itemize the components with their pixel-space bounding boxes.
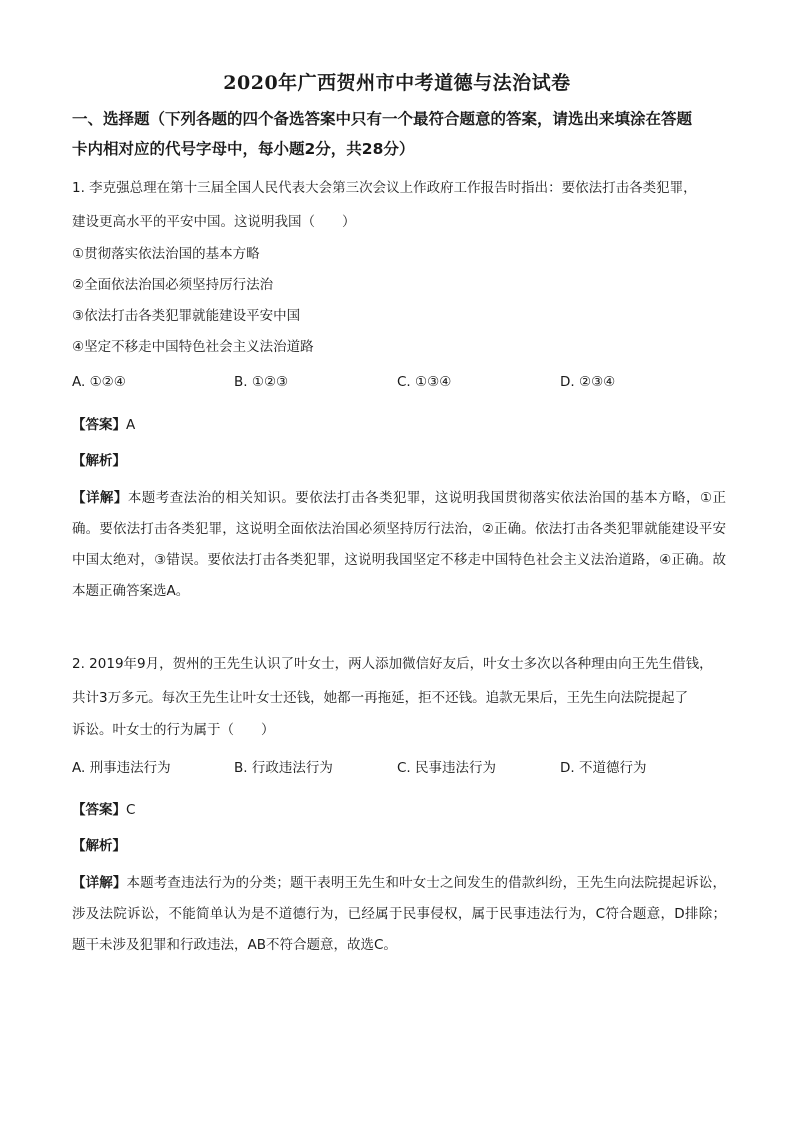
q2-answer [72, 800, 732, 820]
q2-stem-line2: 共计3万多元。每次王先生让叶女士还钱，她都一再拖延，拒不还钱。追款无果后，王先生向法院提起了 [72, 690, 689, 706]
q1-stem-line2: 建设更高水平的平安中国。这说明我国（ ） [72, 214, 356, 230]
q2-answer-tag: 【答案】 [72, 802, 126, 818]
q1-option-d: D. ②③④ [560, 374, 616, 390]
q1-detail [72, 483, 726, 607]
q1-answer-value: A [126, 417, 136, 433]
section-heading [72, 104, 732, 164]
page-title: 2020年广西贺州市中考道德与法治试卷 [223, 72, 571, 94]
q1-statement-3: ③依法打击各类犯罪就能建设平安中国 [72, 308, 301, 324]
q1-option-b: B. ①②③ [234, 374, 289, 390]
section-heading-line2: 卡内相对应的代号字母中，每小题2分，共28分） [72, 140, 415, 158]
q2-stem-line3: 诉讼。叶女士的行为属于（ ） [72, 722, 275, 738]
q2-option-a: A. 刑事违法行为 [72, 760, 171, 776]
q2-detail [72, 868, 726, 961]
q1-statement-1: ①贯彻落实依法治国的基本方略 [72, 246, 260, 262]
q2-option-b: B. 行政违法行为 [234, 760, 333, 776]
section-heading-line1: 一、选择题（下列各题的四个备选答案中只有一个最符合题意的答案，请选出来填涂在答题 [72, 110, 693, 128]
q1-option-a: A. ①②④ [72, 374, 126, 390]
q1-answer [72, 415, 732, 435]
q2-detail-text: 本题考查违法行为的分类；题干表明王先生和叶女士之间发生的借款纠纷，王先生向法院提起诉讼，涉及法院诉讼，不能简单认为是不道德行为，已经属于民事侵权，属于民事违法行为，C符合题意，D排除；题干未涉及犯罪和行政违法，AB不符合题意，故选C。 [72, 875, 727, 953]
q1-statement-2: ②全面依法治国必须坚持厉行法治 [72, 277, 274, 293]
q2-answer-value: C [126, 802, 136, 818]
q2-detail-tag: 【详解】 [72, 875, 127, 891]
q2-option-d: D. 不道德行为 [560, 760, 647, 776]
q1-stem-line1: 1. 李克强总理在第十三届全国人民代表大会第三次会议上作政府工作报告时指出：要依法打击各类犯罪， [72, 180, 697, 196]
q1-analysis-tag: 【解析】 [72, 453, 126, 469]
q1-detail-text: 本题考查法治的相关知识。要依法打击各类犯罪，这说明我国贯彻落实依法治国的基本方略，①正确。要依法打击各类犯罪，这说明全面依法治国必须坚持厉行法治，②正确。依法打击各类犯罪就能建设平安中国太绝对，③错误。要依法打击各类犯罪，这说明我国坚定不移走中国特色社会主义法治道路，④正确。故本题正确答案选A。 [72, 490, 727, 599]
q1-answer-tag: 【答案】 [72, 417, 126, 433]
q2-option-c: C. 民事违法行为 [397, 760, 497, 776]
q2-analysis-tag: 【解析】 [72, 838, 126, 854]
q1-detail-tag: 【详解】 [72, 490, 128, 506]
q2-stem-line1: 2. 2019年9月，贺州的王先生认识了叶女士，两人添加微信好友后，叶女士多次以各种理由向王先生借钱， [72, 656, 713, 672]
q1-option-c: C. ①③④ [397, 374, 452, 390]
q1-statement-4: ④坚定不移走中国特色社会主义法治道路 [72, 339, 314, 355]
